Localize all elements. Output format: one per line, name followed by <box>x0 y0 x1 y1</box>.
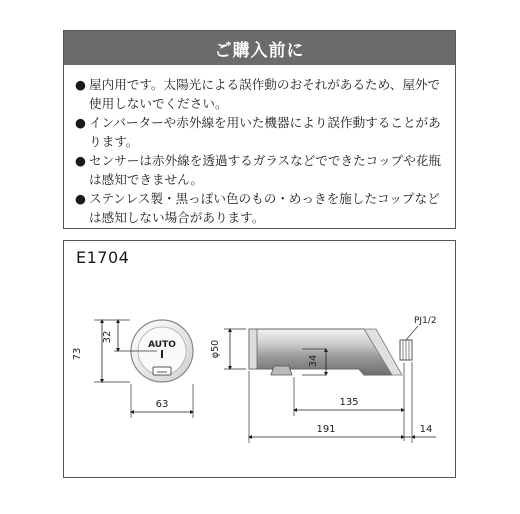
thread-label: PJ1/2 <box>414 316 437 326</box>
bullet-icon: ● <box>75 191 86 206</box>
model-number: E1704 <box>76 248 130 267</box>
dim-side-diameter: φ50 <box>210 339 221 359</box>
dimension-diagram-box <box>63 240 456 478</box>
dim-front-height: 73 <box>72 347 83 361</box>
dim-total-length: 191 <box>316 424 336 435</box>
dim-spout-drop: 34 <box>308 354 319 368</box>
wall-flange <box>249 329 257 369</box>
bullet-icon: ● <box>75 77 86 92</box>
notice-item-text: ステンレス製・黒っぽい色のもの・めっきを施したコップなどは感知しない場合があります。 <box>89 191 440 225</box>
notice-item-glass <box>75 151 447 189</box>
dim-spout-reach: 135 <box>339 397 359 408</box>
dim-front-upper: 32 <box>102 330 113 344</box>
indicator-mark <box>161 350 163 358</box>
notice-item-outdoor <box>75 75 447 113</box>
faucet-dimension-drawing <box>64 241 457 479</box>
notice-title: ご購入前に <box>64 31 455 65</box>
side-view <box>210 316 437 443</box>
notice-item-text: 屋内用です。太陽光による誤作動のおそれがあるため、屋外で使用しないでください。 <box>89 77 441 111</box>
spout-outlet-side <box>271 366 292 375</box>
auto-label: AUTO <box>148 340 176 350</box>
purchase-notice-box <box>63 30 456 229</box>
dim-front-width: 63 <box>155 399 169 410</box>
front-view <box>72 320 193 418</box>
bullet-icon: ● <box>75 115 86 130</box>
bullet-icon: ● <box>75 153 86 168</box>
spout-outlet-front <box>153 367 171 375</box>
notice-item-dark-objects <box>75 189 447 227</box>
notice-list <box>64 65 455 227</box>
dim-thread-length: 14 <box>419 424 433 435</box>
notice-item-text: インバーターや赤外線を用いた機器により誤作動することがあります。 <box>89 115 441 149</box>
notice-item-interference <box>75 113 447 151</box>
notice-item-text: センサーは赤外線を透過するガラスなどでできたコップや花瓶は感知できません。 <box>89 153 441 187</box>
